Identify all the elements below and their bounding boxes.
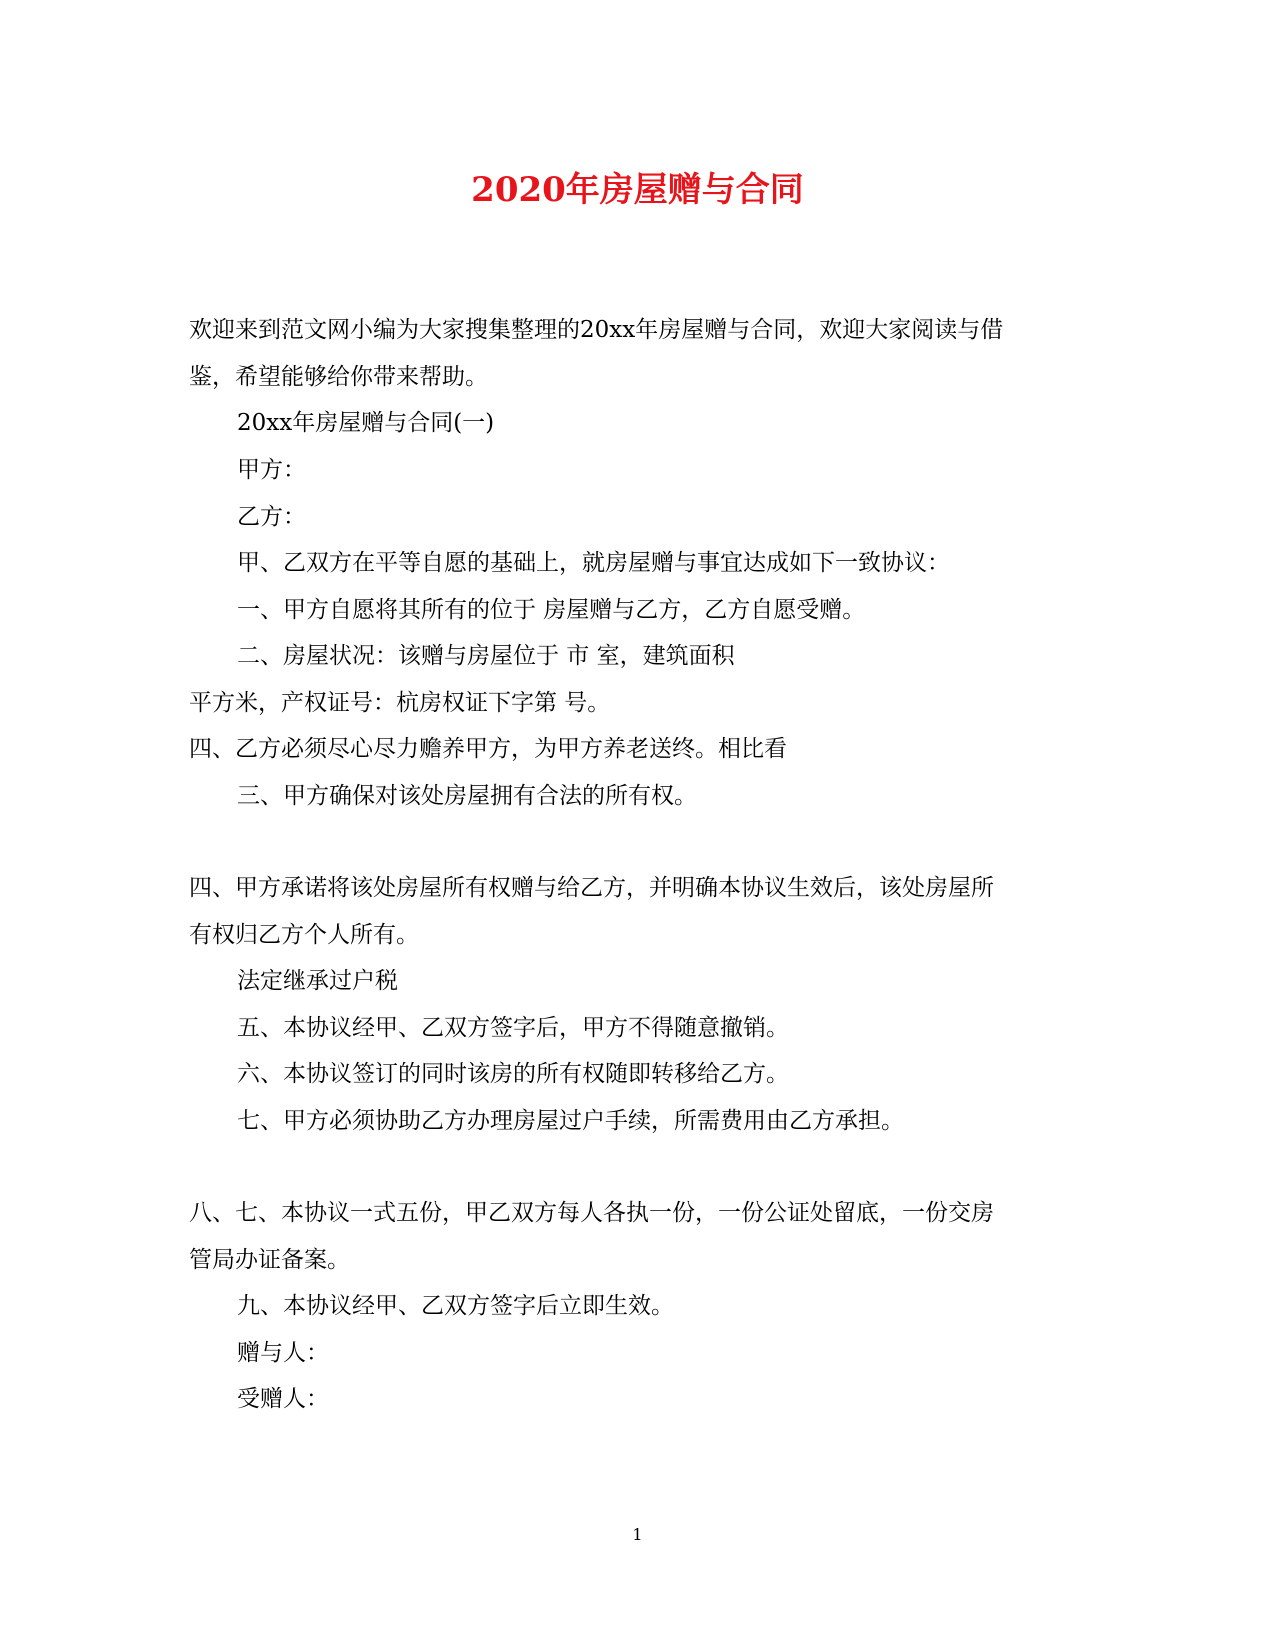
document-title: 2020年房屋赠与合同 xyxy=(471,170,804,210)
clause-4: 四、甲方承诺将该处房屋所有权赠与给乙方，并明确本协议生效后，该处房屋所 xyxy=(189,875,994,901)
clause-3: 三、甲方确保对该处房屋拥有合法的所有权。 xyxy=(237,783,697,809)
donee-signature-line: 受赠人： xyxy=(237,1386,329,1412)
clause-2: 二、房屋状况：该赠与房屋位于 市 室，建筑面积 xyxy=(237,643,735,669)
body-line-intro-1: 欢迎来到范文网小编为大家搜集整理的20xx年房屋赠与合同，欢迎大家阅读与借 xyxy=(189,317,1004,343)
clause-7: 七、甲方必须协助乙方办理房屋过户手续，所需费用由乙方承担。 xyxy=(237,1108,904,1134)
body-line-agreement: 甲、乙双方在平等自愿的基础上，就房屋赠与事宜达成如下一致协议： xyxy=(237,550,950,576)
clause-2-continued: 平方米，产权证号：杭房权证下字第 号。 xyxy=(189,690,611,716)
section-heading: 20xx年房屋赠与合同(一) xyxy=(237,410,495,436)
party-a-line: 甲方： xyxy=(237,457,306,483)
clause-1: 一、甲方自愿将其所有的位于 房屋赠与乙方，乙方自愿受赠。 xyxy=(237,597,866,623)
clause-6: 六、本协议签订的同时该房的所有权随即转移给乙方。 xyxy=(237,1061,789,1087)
clause-4-support: 四、乙方必须尽心尽力赡养甲方，为甲方养老送终。相比看 xyxy=(189,736,787,762)
page-number: 1 xyxy=(632,1525,643,1544)
clause-9: 九、本协议经甲、乙双方签字后立即生效。 xyxy=(237,1293,674,1319)
clause-8-continued: 管局办证备案。 xyxy=(189,1247,350,1273)
donor-signature-line: 赠与人： xyxy=(237,1340,329,1366)
party-b-line: 乙方： xyxy=(237,504,306,530)
body-line-tax: 法定继承过户税 xyxy=(237,968,398,994)
clause-4-continued: 有权归乙方个人所有。 xyxy=(189,922,419,948)
clause-5: 五、本协议经甲、乙双方签字后，甲方不得随意撤销。 xyxy=(237,1015,789,1041)
clause-8: 八、七、本协议一式五份，甲乙双方每人各执一份，一份公证处留底，一份交房 xyxy=(189,1200,994,1226)
body-line-intro-2: 鉴，希望能够给你带来帮助。 xyxy=(189,364,488,390)
